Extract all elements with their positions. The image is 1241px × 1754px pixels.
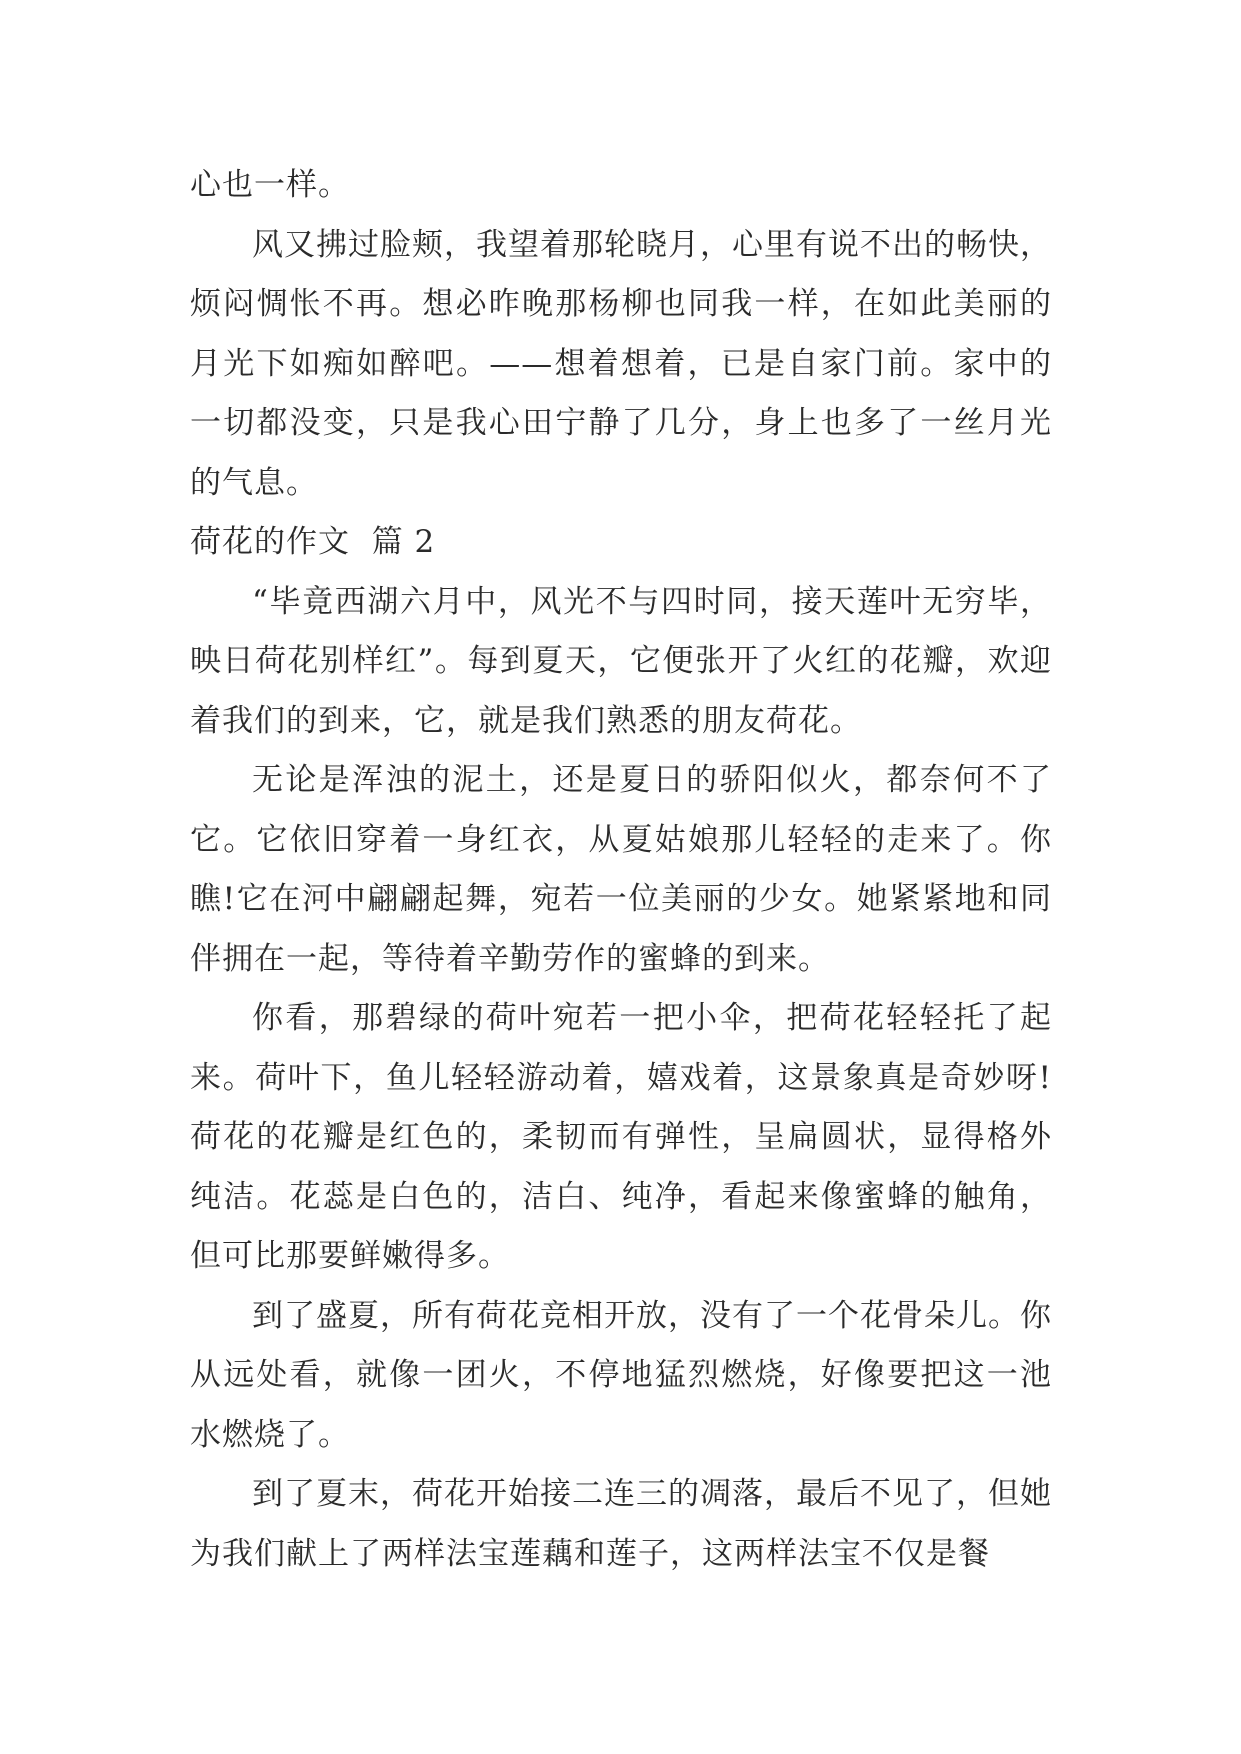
paragraph: 到了夏末，荷花开始接二连三的凋落，最后不见了，但她为我们献上了两样法宝莲藕和莲子，这两样法宝不仅是餐 — [190, 1476, 1052, 1572]
paragraph: “毕竟西湖六月中，风光不与四时同，接天莲叶无穷毕，映日荷花别样红”。每到夏天，它便张开了火红的花瓣，欢迎着我们的到来，它，就是我们熟悉的朋友荷花。 — [190, 583, 1052, 739]
paragraph: 你看，那碧绿的荷叶宛若一把小伞，把荷花轻轻托了起来。荷叶下，鱼儿轻轻游动着，嬉戏着，这景象真是奇妙呀!荷花的花瓣是红色的，柔韧而有弹性，呈扁圆状，显得格外纯洁。花蕊是白色的，洁白、纯净，看起来像蜜蜂的触角，但可比那要鲜嫩得多。 — [190, 1000, 1052, 1274]
section-heading: 荷花的作文 篇 2 — [190, 524, 436, 560]
paragraph: 到了盛夏，所有荷花竞相开放，没有了一个花骨朵儿。你从远处看，就像一团火，不停地猛烈燃烧，好像要把这一池水燃烧了。 — [190, 1297, 1052, 1453]
paragraph: 风又拂过脸颊，我望着那轮晓月，心里有说不出的畅快，烦闷惆怅不再。想必昨晚那杨柳也同我一样，在如此美丽的月光下如痴如醉吧。——想着想着，已是自家门前。家中的一切都没变，只是我心田宁静了几分，身上也多了一丝月光的气息。 — [190, 226, 1052, 501]
document-body — [190, 156, 1052, 1584]
paragraph-continuation: 心也一样。 — [190, 167, 350, 203]
paragraph: 无论是浑浊的泥土，还是夏日的骄阳似火，都奈何不了它。它依旧穿着一身红衣，从夏姑娘那儿轻轻的走来了。你瞧!它在河中翩翩起舞，宛若一位美丽的少女。她紧紧地和同伴拥在一起，等待着辛勤劳作的蜜蜂的到来。 — [190, 762, 1052, 977]
